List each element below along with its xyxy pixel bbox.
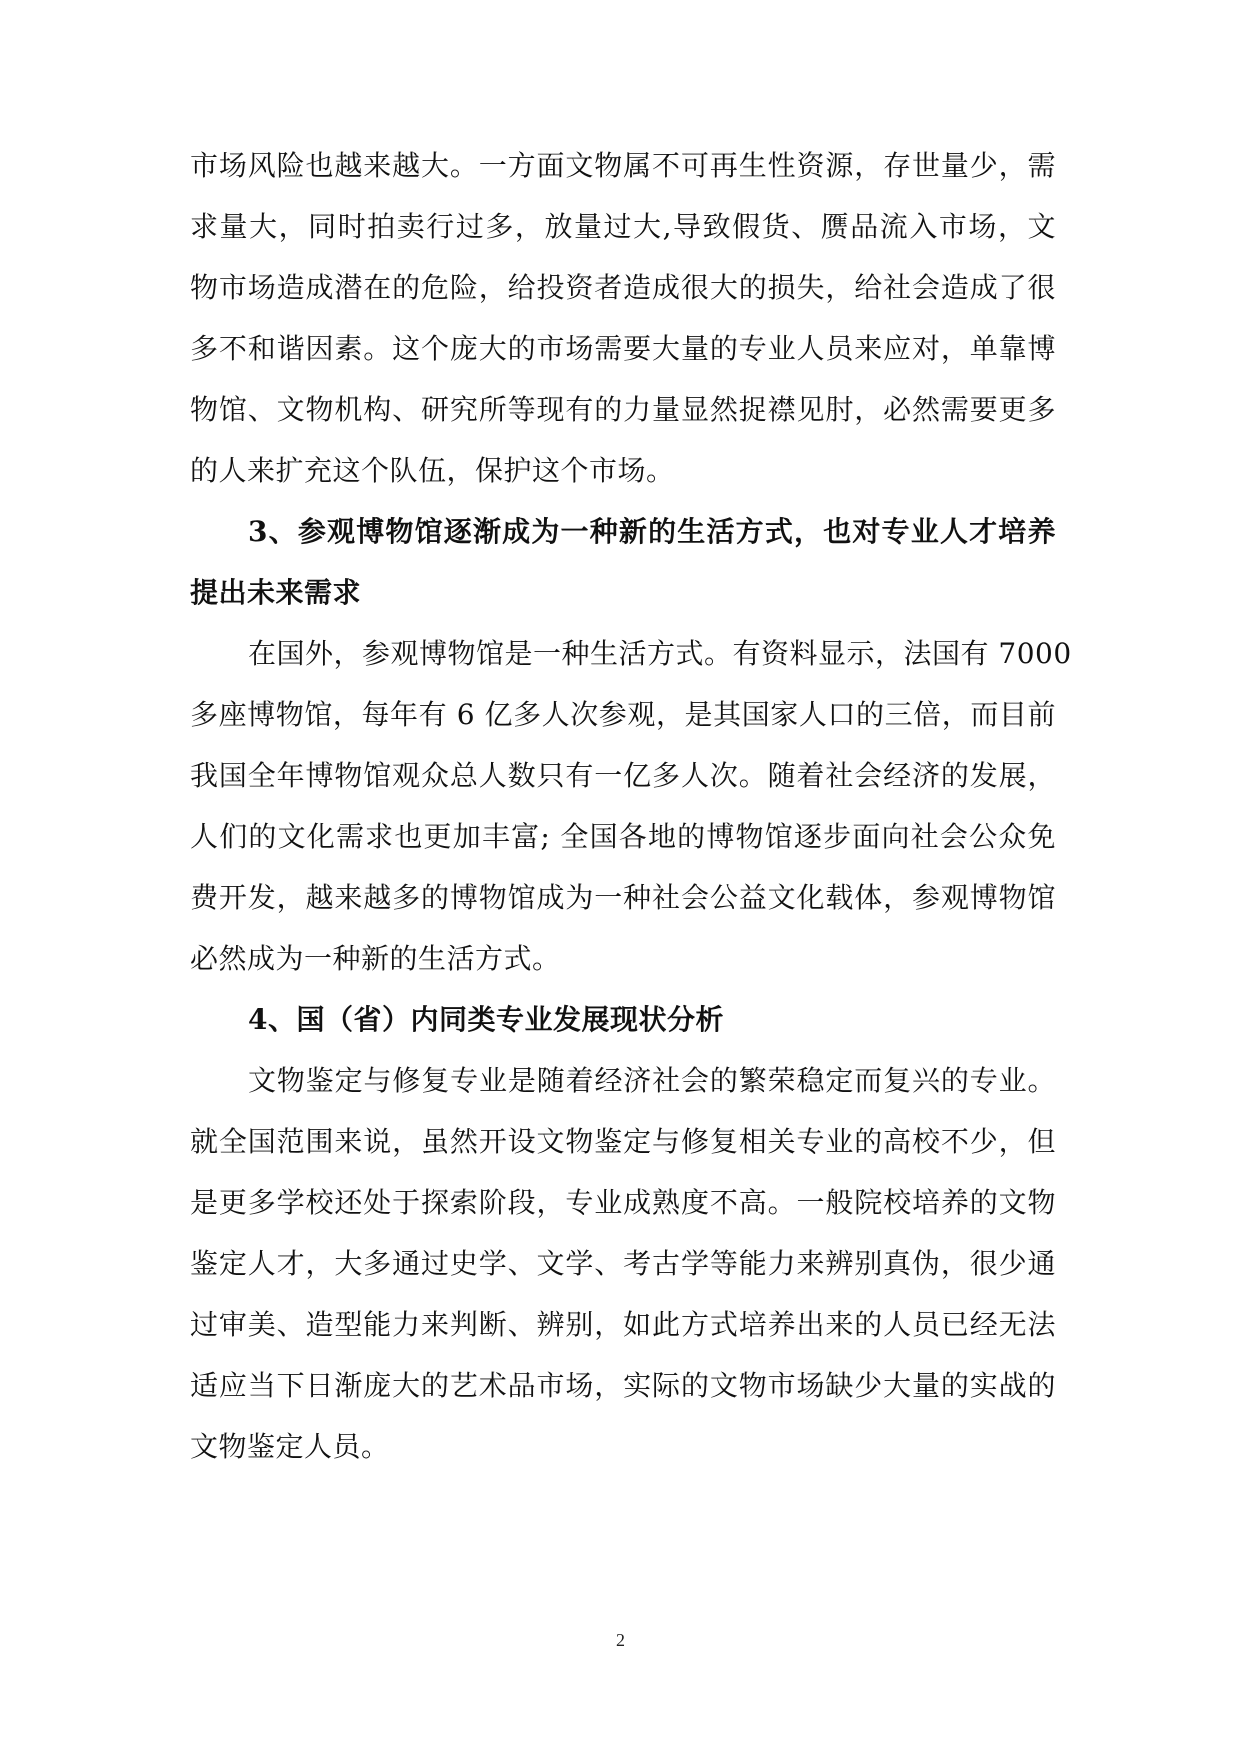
page-number: 2 <box>616 1630 625 1650</box>
paragraph-line: 物馆、文物机构、研究所等现有的力量显然捉襟见肘，必然需要更多 <box>190 393 1056 426</box>
paragraph-line: 人们的文化需求也更加丰富; 全国各地的博物馆逐步面向社会公众免 <box>190 820 1056 853</box>
paragraph-line: 文物鉴定人员。 <box>190 1430 390 1463</box>
paragraph-line: 必然成为一种新的生活方式。 <box>190 942 561 975</box>
paragraph-line: 多不和谐因素。这个庞大的市场需要大量的专业人员来应对，单靠博 <box>190 332 1056 365</box>
section-heading: 3、参观博物馆逐渐成为一种新的生活方式，也对专业人才培养 <box>248 515 1056 548</box>
paragraph-line: 文物鉴定与修复专业是随着经济社会的繁荣稳定而复兴的专业。 <box>248 1064 1056 1097</box>
paragraph-line: 适应当下日渐庞大的艺术品市场，实际的文物市场缺少大量的实战的 <box>190 1369 1056 1402</box>
paragraph-line: 过审美、造型能力来判断、辨别，如此方式培养出来的人员已经无法 <box>190 1308 1056 1341</box>
paragraph-line: 费开发，越来越多的博物馆成为一种社会公益文化载体，参观博物馆 <box>190 881 1056 914</box>
paragraph-line: 求量大，同时拍卖行过多，放量过大,导致假货、赝品流入市场，文 <box>190 210 1056 243</box>
paragraph-line: 我国全年博物馆观众总人数只有一亿多人次。随着社会经济的发展， <box>190 759 1056 792</box>
paragraph-line: 多座博物馆，每年有 6 亿多人次参观，是其国家人口的三倍，而目前 <box>190 698 1056 731</box>
paragraph-line: 在国外，参观博物馆是一种生活方式。有资料显示，法国有 7000 <box>248 637 1072 670</box>
paragraph-line: 市场风险也越来越大。一方面文物属不可再生性资源，存世量少，需 <box>190 149 1056 182</box>
paragraph-line: 鉴定人才，大多通过史学、文学、考古学等能力来辨别真伪，很少通 <box>190 1247 1056 1280</box>
section-heading: 提出未来需求 <box>190 576 362 609</box>
paragraph-line: 是更多学校还处于探索阶段，专业成熟度不高。一般院校培养的文物 <box>190 1186 1056 1219</box>
paragraph-line: 的人来扩充这个队伍，保护这个市场。 <box>190 454 675 487</box>
section-heading: 4、国（省）内同类专业发展现状分析 <box>248 1003 724 1036</box>
paragraph-line: 就全国范围来说，虽然开设文物鉴定与修复相关专业的高校不少，但 <box>190 1125 1056 1158</box>
paragraph-line: 物市场造成潜在的危险，给投资者造成很大的损失，给社会造成了很 <box>190 271 1056 304</box>
